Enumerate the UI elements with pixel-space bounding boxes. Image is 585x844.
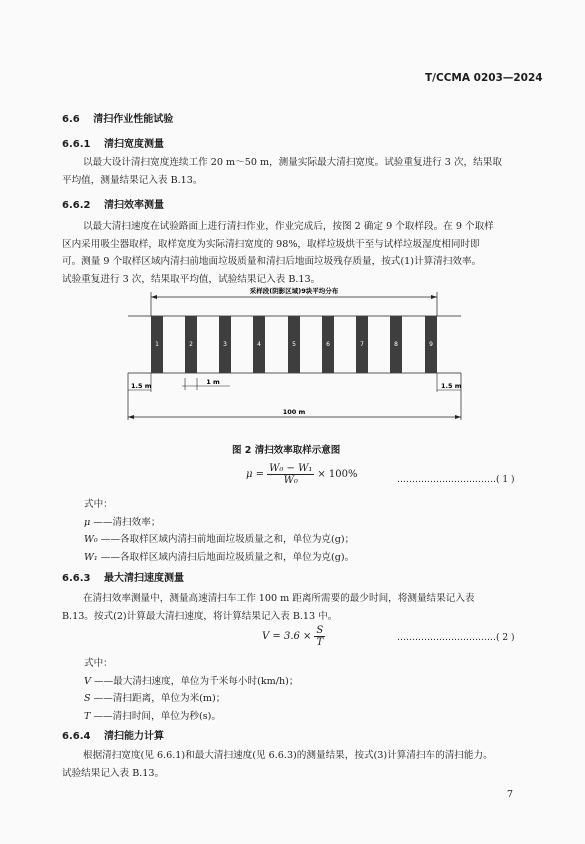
definition: ——最大清扫速度，单位为千米每小时(km/h)； [90, 675, 299, 687]
text-line: 以最大清扫速度在试验路面上进行清扫作业，作业完成后，按图 2 确定 9 个取样段。在 9 个取样 [83, 221, 494, 232]
section-6-6-4-heading [62, 727, 164, 742]
formula-fraction [314, 625, 325, 648]
formula-factor: × 100% [317, 469, 358, 480]
definition-row [84, 690, 298, 708]
section-title: 清扫能力计算 [103, 731, 164, 742]
arrow-left-icon [128, 415, 134, 419]
sampling-diagram [0, 280, 585, 430]
text-line: 根据清扫宽度(见 6.6.1)和最大清扫速度(见 6.6.3)的测量结果，按式(3)计算清扫车的清扫能力。 [83, 750, 493, 761]
section-number: 6.6.4 [62, 731, 91, 742]
paragraph-6-6-4 [62, 747, 493, 782]
definition: ——各取样区域内清扫前地面垃圾质量之和，单位为克(g)； [97, 534, 355, 545]
text-line: 试验结果记入表 B.13。 [62, 767, 165, 779]
text-line: 平均值，测量结果记入表 B.13。 [62, 174, 203, 186]
spacing-label: 1 m [206, 378, 220, 386]
arrow-right-icon [431, 295, 437, 299]
text-line: 可。测量 9 个取样区域内清扫前地面垃圾质量和清扫后地面垃圾残存质量，按式(1)计算清扫效率。 [62, 256, 482, 267]
sample-label: 9 [429, 341, 433, 348]
section-number: 6.6 [62, 114, 80, 125]
text-line: 在清扫效率测量中，测量高速清扫车工作 100 m 距离所需要的最少时间，将测量结果记入表 [83, 593, 475, 604]
definition: ——清扫时间，单位为秒(s)。 [90, 710, 221, 722]
section-title: 清扫宽度测量 [103, 139, 164, 150]
symbol: V [84, 675, 91, 687]
text-line: 以最大设计清扫宽度连续工作 20 m～50 m，测量实际最大清扫宽度。试验重复进行 3 次，结果取 [83, 157, 502, 168]
formula-1-definitions [84, 496, 354, 566]
sample-block-1 [151, 316, 163, 373]
symbol: μ [84, 516, 91, 528]
formula-1-leader [397, 475, 514, 485]
section-6-6-2-heading [62, 196, 164, 211]
total-length-label: 100 m [282, 408, 306, 416]
paragraph-6-6-2 [62, 218, 494, 288]
text-line: 区内采用吸尘器取样，取样宽度为实际清扫宽度的 98%，取样垃圾烘干至与试样垃圾湿度相同时即 [62, 238, 480, 250]
definition-row [84, 673, 298, 691]
definition-row [84, 708, 298, 726]
sample-block-2 [185, 316, 197, 373]
fraction-numerator: S [316, 625, 324, 636]
right-margin-label: 1.5 m [441, 382, 462, 390]
text-line: B.13。按式(2)计算最大清扫速度，将计算结果记入表 B.13 中。 [62, 610, 338, 622]
sample-label: 5 [292, 341, 296, 348]
formula-2 [262, 625, 325, 648]
section-number: 6.6.3 [62, 573, 91, 584]
symbol: W₀ [84, 534, 98, 545]
formula-lhs: V = 3.6 × [262, 631, 312, 642]
section-title: 最大清扫速度测量 [103, 573, 184, 584]
sample-block-3 [219, 316, 231, 373]
section-number: 6.6.1 [62, 139, 91, 150]
sample-label: 7 [360, 341, 364, 348]
section-6-6-3-heading [62, 569, 184, 584]
fraction-denominator: W₀ [283, 475, 298, 486]
formula-2-leader [397, 633, 514, 643]
sample-block-9 [425, 316, 437, 373]
formula-number: ( 1 ) [496, 475, 515, 485]
fraction-numerator: W₀ − W₁ [269, 463, 313, 474]
document-id: T/CCMA 0203—2024 [425, 72, 543, 84]
section-6-6-heading [62, 110, 173, 125]
definition: ——清扫距离，单位为米(m)； [90, 693, 226, 704]
arrow-right-icon [455, 415, 461, 419]
sample-block-5 [288, 316, 300, 373]
figure-caption: 图 2 清扫效率取样示意图 [232, 445, 341, 456]
formula-lhs: μ = [246, 469, 265, 480]
sample-label: 6 [326, 341, 330, 348]
symbol: S [84, 693, 91, 704]
section-title: 清扫作业性能试验 [93, 114, 174, 125]
formula-number: ( 2 ) [496, 633, 515, 643]
definition-row [84, 549, 354, 567]
definition: ——清扫效率； [90, 516, 161, 528]
where-label: 式中： [84, 658, 113, 669]
left-margin-label: 1.5 m [131, 382, 152, 390]
section-title: 清扫效率测量 [103, 200, 164, 211]
arrow-left-icon [151, 295, 157, 299]
sample-block-6 [322, 316, 334, 373]
definition-row [84, 514, 354, 532]
leader-dots: …………………………… [397, 633, 496, 643]
paragraph-6-6-1 [62, 154, 502, 189]
sample-block-8 [390, 316, 402, 373]
symbol: W₁ [84, 551, 98, 563]
where-label: 式中： [84, 499, 113, 510]
text-line: 试验重复进行 3 次，结果取平均值，试验结果记入表 B.13。 [62, 273, 321, 285]
sample-block-4 [253, 316, 265, 373]
definition-row [84, 531, 354, 549]
definition: ——各取样区域内清扫后地面垃圾质量之和，单位为克(g)。 [97, 551, 355, 563]
sample-label: 1 [155, 341, 159, 348]
formula-fraction [267, 463, 314, 486]
section-6-6-1-heading [62, 135, 164, 150]
fraction-denominator: T [316, 637, 324, 648]
symbol: T [84, 710, 91, 722]
formula-2-definitions [84, 655, 298, 725]
sample-label: 3 [223, 341, 227, 348]
paragraph-6-6-3 [62, 590, 475, 625]
sample-label: 2 [189, 341, 193, 348]
section-number: 6.6.2 [62, 200, 91, 211]
sampling-area-label: 采样段(阴影区域)9块平均分布 [249, 287, 339, 295]
page-number: 7 [507, 789, 514, 800]
sample-label: 4 [257, 341, 261, 348]
formula-1 [246, 463, 358, 486]
sample-block-7 [356, 316, 368, 373]
leader-dots: …………………………… [397, 475, 496, 485]
sample-label: 8 [394, 341, 398, 348]
